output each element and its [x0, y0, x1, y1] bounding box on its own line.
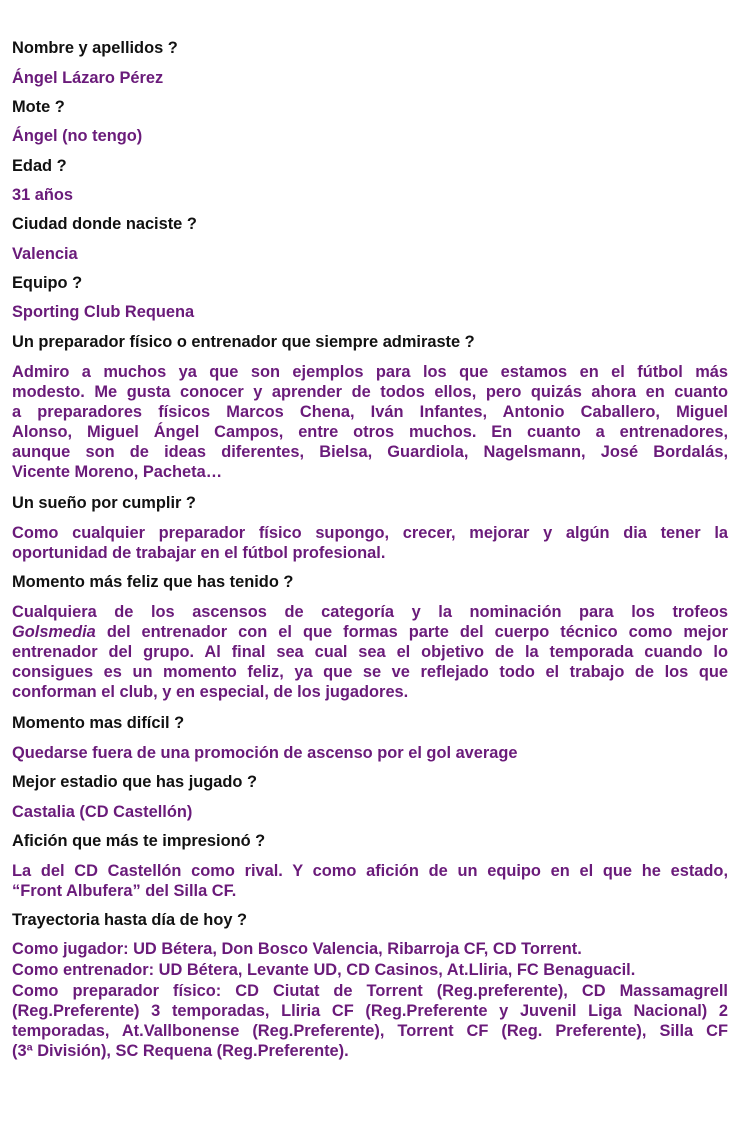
answer-nickname: Ángel (no tengo) [12, 127, 143, 145]
question-admired-coach: Un preparador físico o entrenador que siempre admiraste ? [12, 333, 475, 351]
answer-age: 31 años [12, 186, 74, 204]
question-hardest-moment: Momento mas difícil ? [12, 714, 185, 732]
answer-admired-coach [12, 362, 728, 482]
question-best-stadium: Mejor estadio que has jugado ? [12, 773, 257, 791]
question-name: Nombre y apellidos ? [12, 39, 178, 57]
question-career: Trayectoria hasta día de hoy ? [12, 911, 248, 929]
answer-happiest-moment [12, 602, 728, 702]
question-age: Edad ? [12, 157, 67, 175]
answer-career-fitness [12, 981, 728, 1061]
answer-line: modesto. Me gusta conocer y aprender de todos ellos, pero quizás ahora en cuanto [12, 383, 728, 401]
answer-line: Cualquiera de los ascensos de categoría y la nominación para los trofeos [12, 603, 728, 621]
answer-team: Sporting Club Requena [12, 303, 195, 321]
question-birth-city: Ciudad donde naciste ? [12, 215, 197, 233]
answer-line: Como jugador: UD Bétera, Don Bosco Valencia, Ribarroja CF, CD Torrent. [12, 940, 582, 958]
answer-career-player [12, 939, 728, 959]
answer-career-coach [12, 960, 728, 980]
answer-line: conforman el club, y en especial, de los jugadores. [12, 683, 409, 701]
answer-line: Como preparador físico: CD Ciutat de Torrent (Reg.preferente), CD Massamagrell [12, 982, 728, 1000]
answer-fans [12, 861, 728, 901]
answer-line: “Front Albufera” del Silla CF. [12, 882, 237, 900]
answer-line: (Reg.Preferente) 3 temporadas, Lliria CF (Reg.Preferente y Juvenil Liga Nacional) 2 [12, 1002, 728, 1020]
answer-line: Vicente Moreno, Pacheta… [12, 463, 223, 481]
answer-line: (3ª División), SC Requena (Reg.Preferente). [12, 1042, 349, 1060]
answer-best-stadium: Castalia (CD Castellón) [12, 803, 193, 821]
answer-line: Como cualquier preparador físico supongo, crecer, mejorar y algún dia tener la [12, 524, 728, 542]
answer-line: temporadas, At.Vallbonense (Reg.Preferente), Torrent CF (Reg. Preferente), Silla CF [12, 1022, 728, 1040]
answer-line: entrenador del grupo. Al final sea cual sea el objetivo de la temporada cuando lo [12, 643, 728, 661]
answer-name: Ángel Lázaro Pérez [12, 69, 164, 87]
question-team: Equipo ? [12, 274, 83, 292]
answer-line: Como entrenador: UD Bétera, Levante UD, CD Casinos, At.Lliria, FC Benaguacil. [12, 961, 636, 979]
question-nickname: Mote ? [12, 98, 65, 116]
publication-name: Golsmedia [12, 623, 96, 641]
answer-line: Golsmedia del entrenador con el que formas parte del cuerpo técnico como mejor [12, 623, 728, 641]
question-happiest-moment: Momento más feliz que has tenido ? [12, 573, 294, 591]
answer-line: aunque son de ideas diferentes, Bielsa, Guardiola, Nagelsmann, José Bordalás, [12, 443, 728, 461]
answer-birth-city: Valencia [12, 245, 78, 263]
answer-line: La del CD Castellón como rival. Y como afición de un equipo en el que he estado, [12, 862, 728, 880]
question-dream: Un sueño por cumplir ? [12, 494, 196, 512]
answer-line: a preparadores físicos Marcos Chena, Iván Infantes, Antonio Caballero, Miguel [12, 403, 728, 421]
answer-line: consigues es un momento feliz, ya que se ve reflejado todo el trabajo de los que [12, 663, 728, 681]
answer-line: oportunidad de trabajar en el fútbol profesional. [12, 544, 386, 562]
question-fans: Afición que más te impresionó ? [12, 832, 266, 850]
answer-line: Admiro a muchos ya que son ejemplos para los que estamos en el fútbol más [12, 363, 728, 381]
answer-hardest-moment: Quedarse fuera de una promoción de ascenso por el gol average [12, 744, 518, 762]
answer-line: Alonso, Miguel Ángel Campos, entre otros muchos. En cuanto a entrenadores, [12, 423, 728, 441]
answer-dream [12, 523, 728, 563]
